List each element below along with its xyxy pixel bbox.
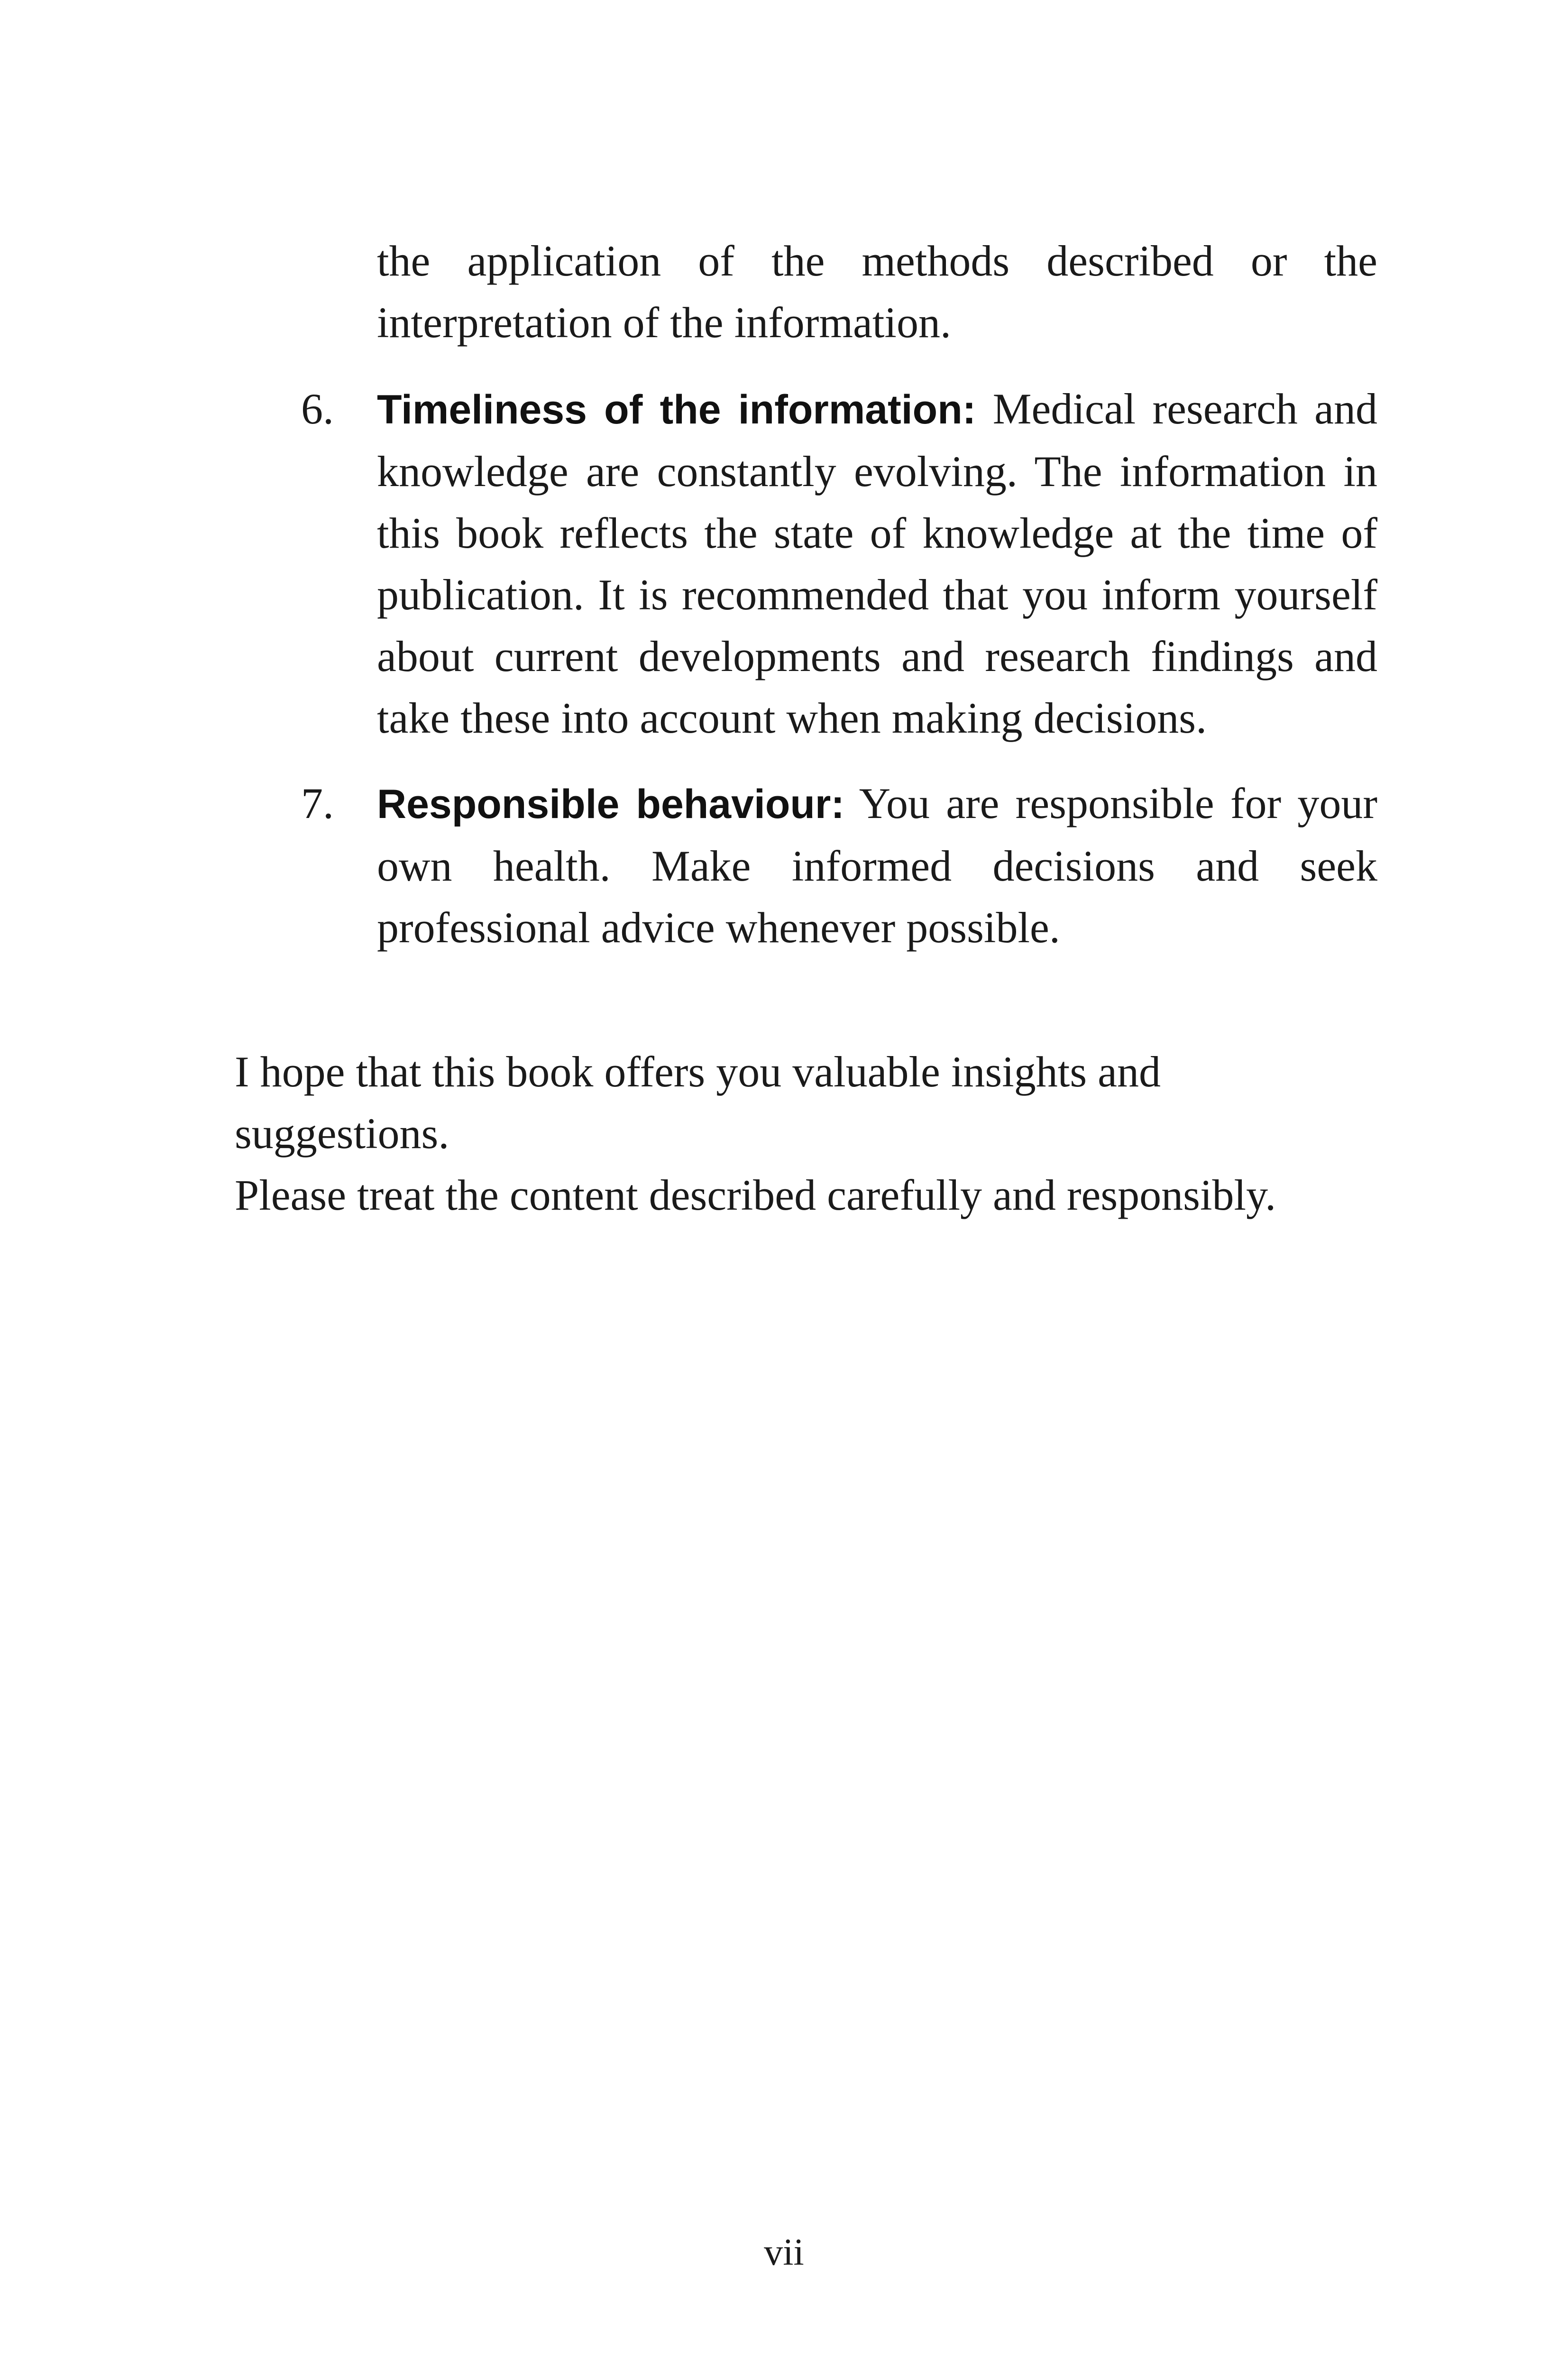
closing-line-2: Please treat the content described carefully and responsibly. [235, 1171, 1276, 1219]
list-item-number: 6. [301, 385, 334, 433]
list-item-7 [301, 772, 1377, 958]
list-item-body: You are responsible for your own health. Make informed decisions and seek professional advice whenever possible. [377, 779, 1377, 952]
closing-paragraph [235, 1041, 1382, 1226]
list-item-heading: Responsible behaviour: [377, 781, 845, 827]
list-item-6 [301, 378, 1378, 749]
list-item-heading: Timeliness of the information: [377, 387, 976, 432]
list-item-text [377, 378, 1377, 749]
continuation-paragraph: the application of the methods described or the interpretation of the information. [377, 237, 1377, 347]
list-item-text [377, 772, 1377, 958]
closing-line-1: I hope that this book offers you valuable insights and suggestions. [235, 1048, 1161, 1158]
list-item-body: Medical research and knowledge are constantly evolving. The information in this book reflects the state of knowledge at the time of publication. It is recommended that you inform yourself about current developments and research findings and take these into account when making decisions. [377, 385, 1378, 742]
list-item-number: 7. [301, 779, 334, 827]
page-number: vii [764, 2232, 804, 2273]
